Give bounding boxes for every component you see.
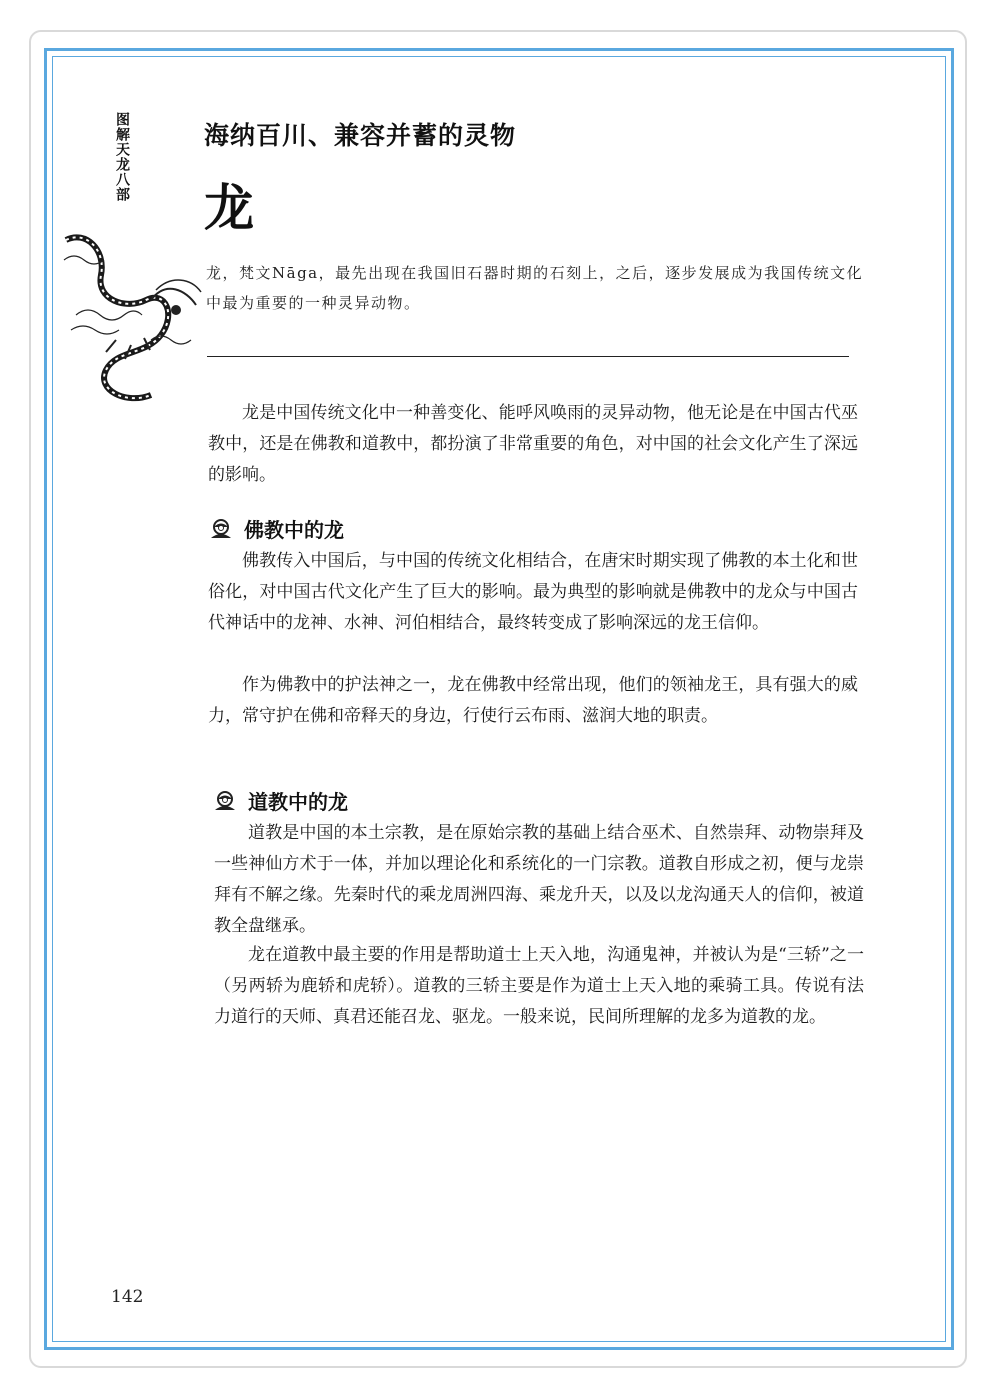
article-subtitle: 海纳百川、兼容并蓄的灵物: [204, 121, 517, 150]
divider-line: [207, 356, 849, 357]
article-title: 龙: [204, 179, 254, 237]
section-title-taoism: 道教中的龙: [248, 790, 348, 814]
section-heading-taoism: [212, 786, 348, 815]
section-heading-buddhism: [208, 514, 344, 543]
page-number: 142: [111, 1287, 144, 1307]
section-title-buddhism: 佛教中的龙: [244, 518, 344, 542]
dragon-illustration: [56, 220, 206, 410]
buddhism-paragraph-2: 作为佛教中的护法神之一，龙在佛教中经常出现，他们的领袖龙王，具有强大的威力，常守护在佛和帝释天的身边，行使行云布雨、滋润大地的职责。: [208, 675, 858, 726]
intro-paragraph: 龙，梵文Nāga，最先出现在我国旧石器时期的石刻上，之后，逐步发展成为我国传统文化中最为重要的一种灵异动物。: [206, 264, 864, 312]
book-side-title: 图解天龙八部: [114, 112, 130, 202]
body-paragraph-1: 龙是中国传统文化中一种善变化、能呼风唤雨的灵异动物，他无论是在中国古代巫教中，还是在佛教和道教中，都扮演了非常重要的角色，对中国的社会文化产生了深远的影响。: [208, 403, 858, 485]
taoism-paragraph-2: 龙在道教中最主要的作用是帮助道士上天入地，沟通鬼神，并被认为是“三轿”之一（另两轿为鹿轿和虎轿）。道教的三轿主要是作为道士上天入地的乘骑工具。传说有法力道行的天师、真君还能召龙、驱龙。一般来说，民间所理解的龙多为道教的龙。: [214, 945, 864, 1027]
taoism-paragraph-1: 道教是中国的本土宗教，是在原始宗教的基础上结合巫术、自然崇拜、动物崇拜及一些神仙方术于一体，并加以理论化和系统化的一门宗教。道教自形成之初，便与龙崇拜有不解之缘。先秦时代的乘龙周洲四海、乘龙升天，以及以龙沟通天人的信仰，被道教全盘继承。: [214, 823, 864, 936]
lotus-icon: [208, 516, 234, 542]
lotus-icon: [212, 788, 238, 814]
buddhism-paragraph-1: 佛教传入中国后，与中国的传统文化相结合，在唐宋时期实现了佛教的本土化和世俗化，对中国古代文化产生了巨大的影响。最为典型的影响就是佛教中的龙众与中国古代神话中的龙神、水神、河伯相结合，最终转变成了影响深远的龙王信仰。: [208, 551, 858, 633]
